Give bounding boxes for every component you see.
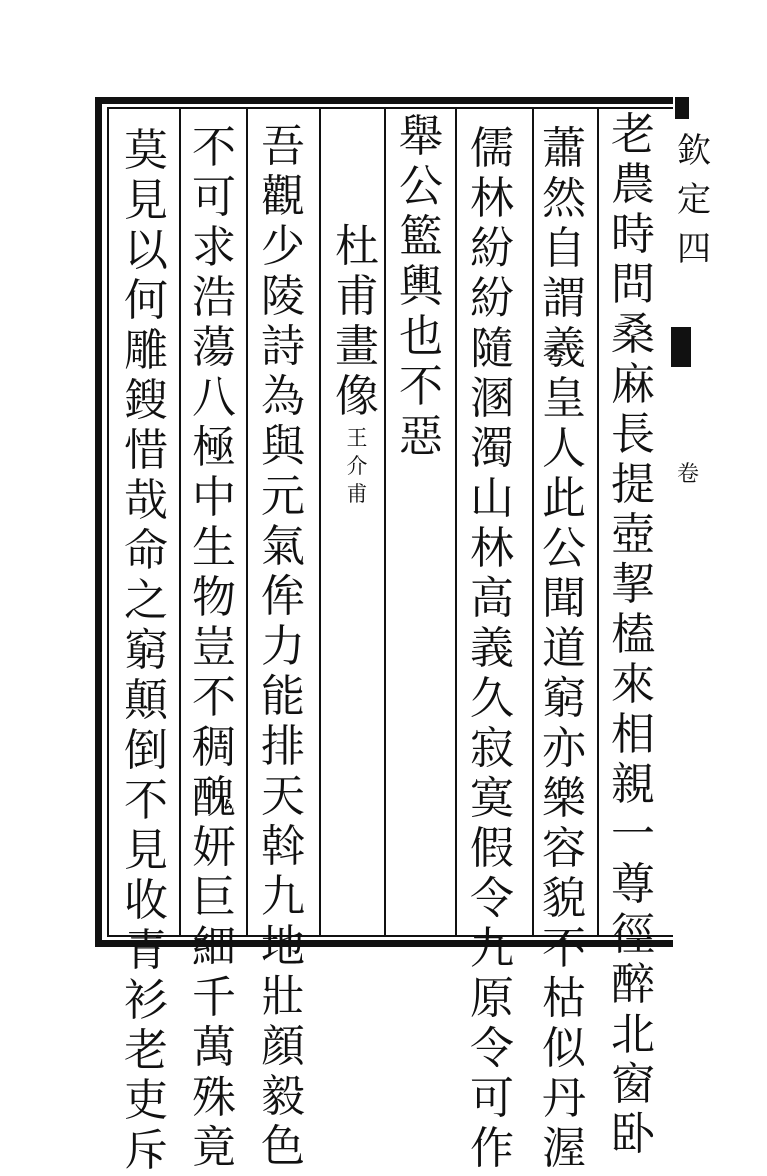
character: 親 <box>611 759 655 810</box>
character: 公 <box>542 523 586 574</box>
character: 可 <box>470 1073 514 1124</box>
character: 不 <box>192 122 236 173</box>
character: 惡 <box>399 411 443 462</box>
character: 枯 <box>542 973 586 1024</box>
character: 毅 <box>261 1071 305 1122</box>
character: 假 <box>470 823 514 874</box>
column-rule <box>319 107 321 937</box>
character: 問 <box>611 259 655 310</box>
character: 義 <box>470 623 514 674</box>
character: 不 <box>124 775 168 826</box>
character: 榼 <box>611 609 655 660</box>
character: 倒 <box>124 725 168 776</box>
character: 醉 <box>611 959 655 1010</box>
character: 中 <box>192 472 236 523</box>
character: 壯 <box>261 971 305 1022</box>
character: 吾 <box>261 121 305 172</box>
character: 何 <box>124 275 168 326</box>
character: 九 <box>470 923 514 974</box>
character: 斡 <box>261 821 305 872</box>
character: 哉 <box>124 475 168 526</box>
character: 畫 <box>335 321 379 372</box>
character: 北 <box>611 1009 655 1060</box>
fold-margin <box>675 97 767 947</box>
fold-bar <box>675 97 689 119</box>
character: 紛 <box>470 223 514 274</box>
character: 羲 <box>542 323 586 374</box>
character: 惜 <box>124 425 168 476</box>
character: 八 <box>192 372 236 423</box>
character: 不 <box>399 361 443 412</box>
text-column-4 <box>390 112 452 462</box>
character: 顔 <box>261 1021 305 1072</box>
character: 作 <box>470 1123 514 1174</box>
character: 詩 <box>261 321 305 372</box>
character: 林 <box>470 523 514 574</box>
character: 觀 <box>261 171 305 222</box>
character: 相 <box>611 709 655 760</box>
character: 杜 <box>335 221 379 272</box>
character: 卧 <box>611 1109 655 1160</box>
character: 濁 <box>470 423 514 474</box>
character: 求 <box>192 222 236 273</box>
fold-volume: 卷 <box>677 462 700 487</box>
character: 紛 <box>470 273 514 324</box>
character: 輿 <box>399 261 443 312</box>
character: 收 <box>124 875 168 926</box>
character: 徑 <box>611 909 655 960</box>
character: 麻 <box>611 359 655 410</box>
column-rule <box>455 107 457 937</box>
character: 豈 <box>192 622 236 673</box>
character: 可 <box>192 172 236 223</box>
character: 青 <box>124 925 168 976</box>
character: 見 <box>124 175 168 226</box>
character: 容 <box>542 823 586 874</box>
character: 公 <box>399 161 443 212</box>
character: 一 <box>611 809 655 860</box>
character: 壺 <box>611 509 655 560</box>
character: 顛 <box>124 675 168 726</box>
character: 人 <box>542 423 586 474</box>
character: 地 <box>261 921 305 972</box>
character: 命 <box>124 525 168 576</box>
character: 令 <box>470 873 514 924</box>
character: 渥 <box>542 1123 586 1174</box>
character: 生 <box>192 522 236 573</box>
character: 殊 <box>192 1072 236 1123</box>
column-rule <box>179 107 181 937</box>
text-column-6 <box>252 122 314 1172</box>
text-column-1 <box>602 110 664 1160</box>
author-character: 王 <box>346 426 368 450</box>
character: 極 <box>192 422 236 473</box>
character: 浩 <box>192 272 236 323</box>
author-note <box>347 424 368 508</box>
character: 皇 <box>542 373 586 424</box>
character: 窮 <box>124 625 168 676</box>
character: 不 <box>192 672 236 723</box>
character: 尊 <box>611 859 655 910</box>
character: 丹 <box>542 1073 586 1124</box>
title-column <box>326 222 388 508</box>
character: 窗 <box>611 1059 655 1110</box>
column-rule <box>246 107 248 937</box>
character: 鎪 <box>124 375 168 426</box>
character: 以 <box>124 225 168 276</box>
character: 謂 <box>542 273 586 324</box>
character: 似 <box>542 1023 586 1074</box>
character: 籃 <box>399 211 443 262</box>
character: 老 <box>611 109 655 160</box>
character: 隨 <box>470 323 514 374</box>
character: 蕩 <box>192 322 236 373</box>
character: 萬 <box>192 1022 236 1073</box>
character: 竟 <box>192 1122 236 1173</box>
character: 桑 <box>611 309 655 360</box>
character: 貌 <box>542 873 586 924</box>
character: 來 <box>611 659 655 710</box>
character: 之 <box>124 575 168 626</box>
character: 道 <box>542 623 586 674</box>
character: 山 <box>470 473 514 524</box>
character: 林 <box>470 173 514 224</box>
character: 農 <box>611 159 655 210</box>
character: 挈 <box>611 559 655 610</box>
character: 妍 <box>192 822 236 873</box>
fish-tail-mark <box>671 327 691 367</box>
character: 樂 <box>542 773 586 824</box>
character: 寂 <box>470 723 514 774</box>
character: 吏 <box>124 1075 168 1126</box>
character: 天 <box>261 771 305 822</box>
character: 稠 <box>192 722 236 773</box>
author-character: 甫 <box>346 482 368 506</box>
character: 排 <box>261 721 305 772</box>
character: 老 <box>124 1025 168 1076</box>
character: 儒 <box>470 123 514 174</box>
text-column-7 <box>183 123 245 1173</box>
character: 高 <box>470 573 514 624</box>
character: 侔 <box>261 571 305 622</box>
character: 舉 <box>399 111 443 162</box>
character: 也 <box>399 311 443 362</box>
character: 亦 <box>542 723 586 774</box>
character: 蕭 <box>542 123 586 174</box>
character: 元 <box>261 471 305 522</box>
text-column-2 <box>533 124 595 1174</box>
character: 寞 <box>470 773 514 824</box>
character: 窮 <box>542 673 586 724</box>
character: 陵 <box>261 271 305 322</box>
character: 聞 <box>542 573 586 624</box>
character: 令 <box>470 1023 514 1074</box>
character: 物 <box>192 572 236 623</box>
character: 巨 <box>192 872 236 923</box>
column-rule <box>597 107 599 937</box>
character: 時 <box>611 209 655 260</box>
text-column-8 <box>115 126 177 1176</box>
character: 此 <box>542 473 586 524</box>
character: 少 <box>261 221 305 272</box>
character: 然 <box>542 173 586 224</box>
character: 衫 <box>124 975 168 1026</box>
character: 與 <box>261 421 305 472</box>
character: 千 <box>192 972 236 1023</box>
character: 長 <box>611 409 655 460</box>
character: 氣 <box>261 521 305 572</box>
author-character: 介 <box>346 454 368 478</box>
character: 色 <box>261 1121 305 1172</box>
character: 醜 <box>192 772 236 823</box>
character: 見 <box>124 825 168 876</box>
character: 溷 <box>470 373 514 424</box>
character: 不 <box>542 923 586 974</box>
character: 莫 <box>124 125 168 176</box>
character: 甫 <box>335 271 379 322</box>
character: 久 <box>470 673 514 724</box>
character: 九 <box>261 871 305 922</box>
character: 雕 <box>124 325 168 376</box>
character: 細 <box>192 922 236 973</box>
character: 為 <box>261 371 305 422</box>
character: 提 <box>611 459 655 510</box>
character: 自 <box>542 223 586 274</box>
character: 像 <box>335 371 379 422</box>
character: 力 <box>261 621 305 672</box>
character: 斥 <box>124 1125 168 1176</box>
fold-title: 欽定四 <box>677 131 711 269</box>
text-column-3 <box>461 124 523 1174</box>
character: 原 <box>470 973 514 1024</box>
character: 能 <box>261 671 305 722</box>
